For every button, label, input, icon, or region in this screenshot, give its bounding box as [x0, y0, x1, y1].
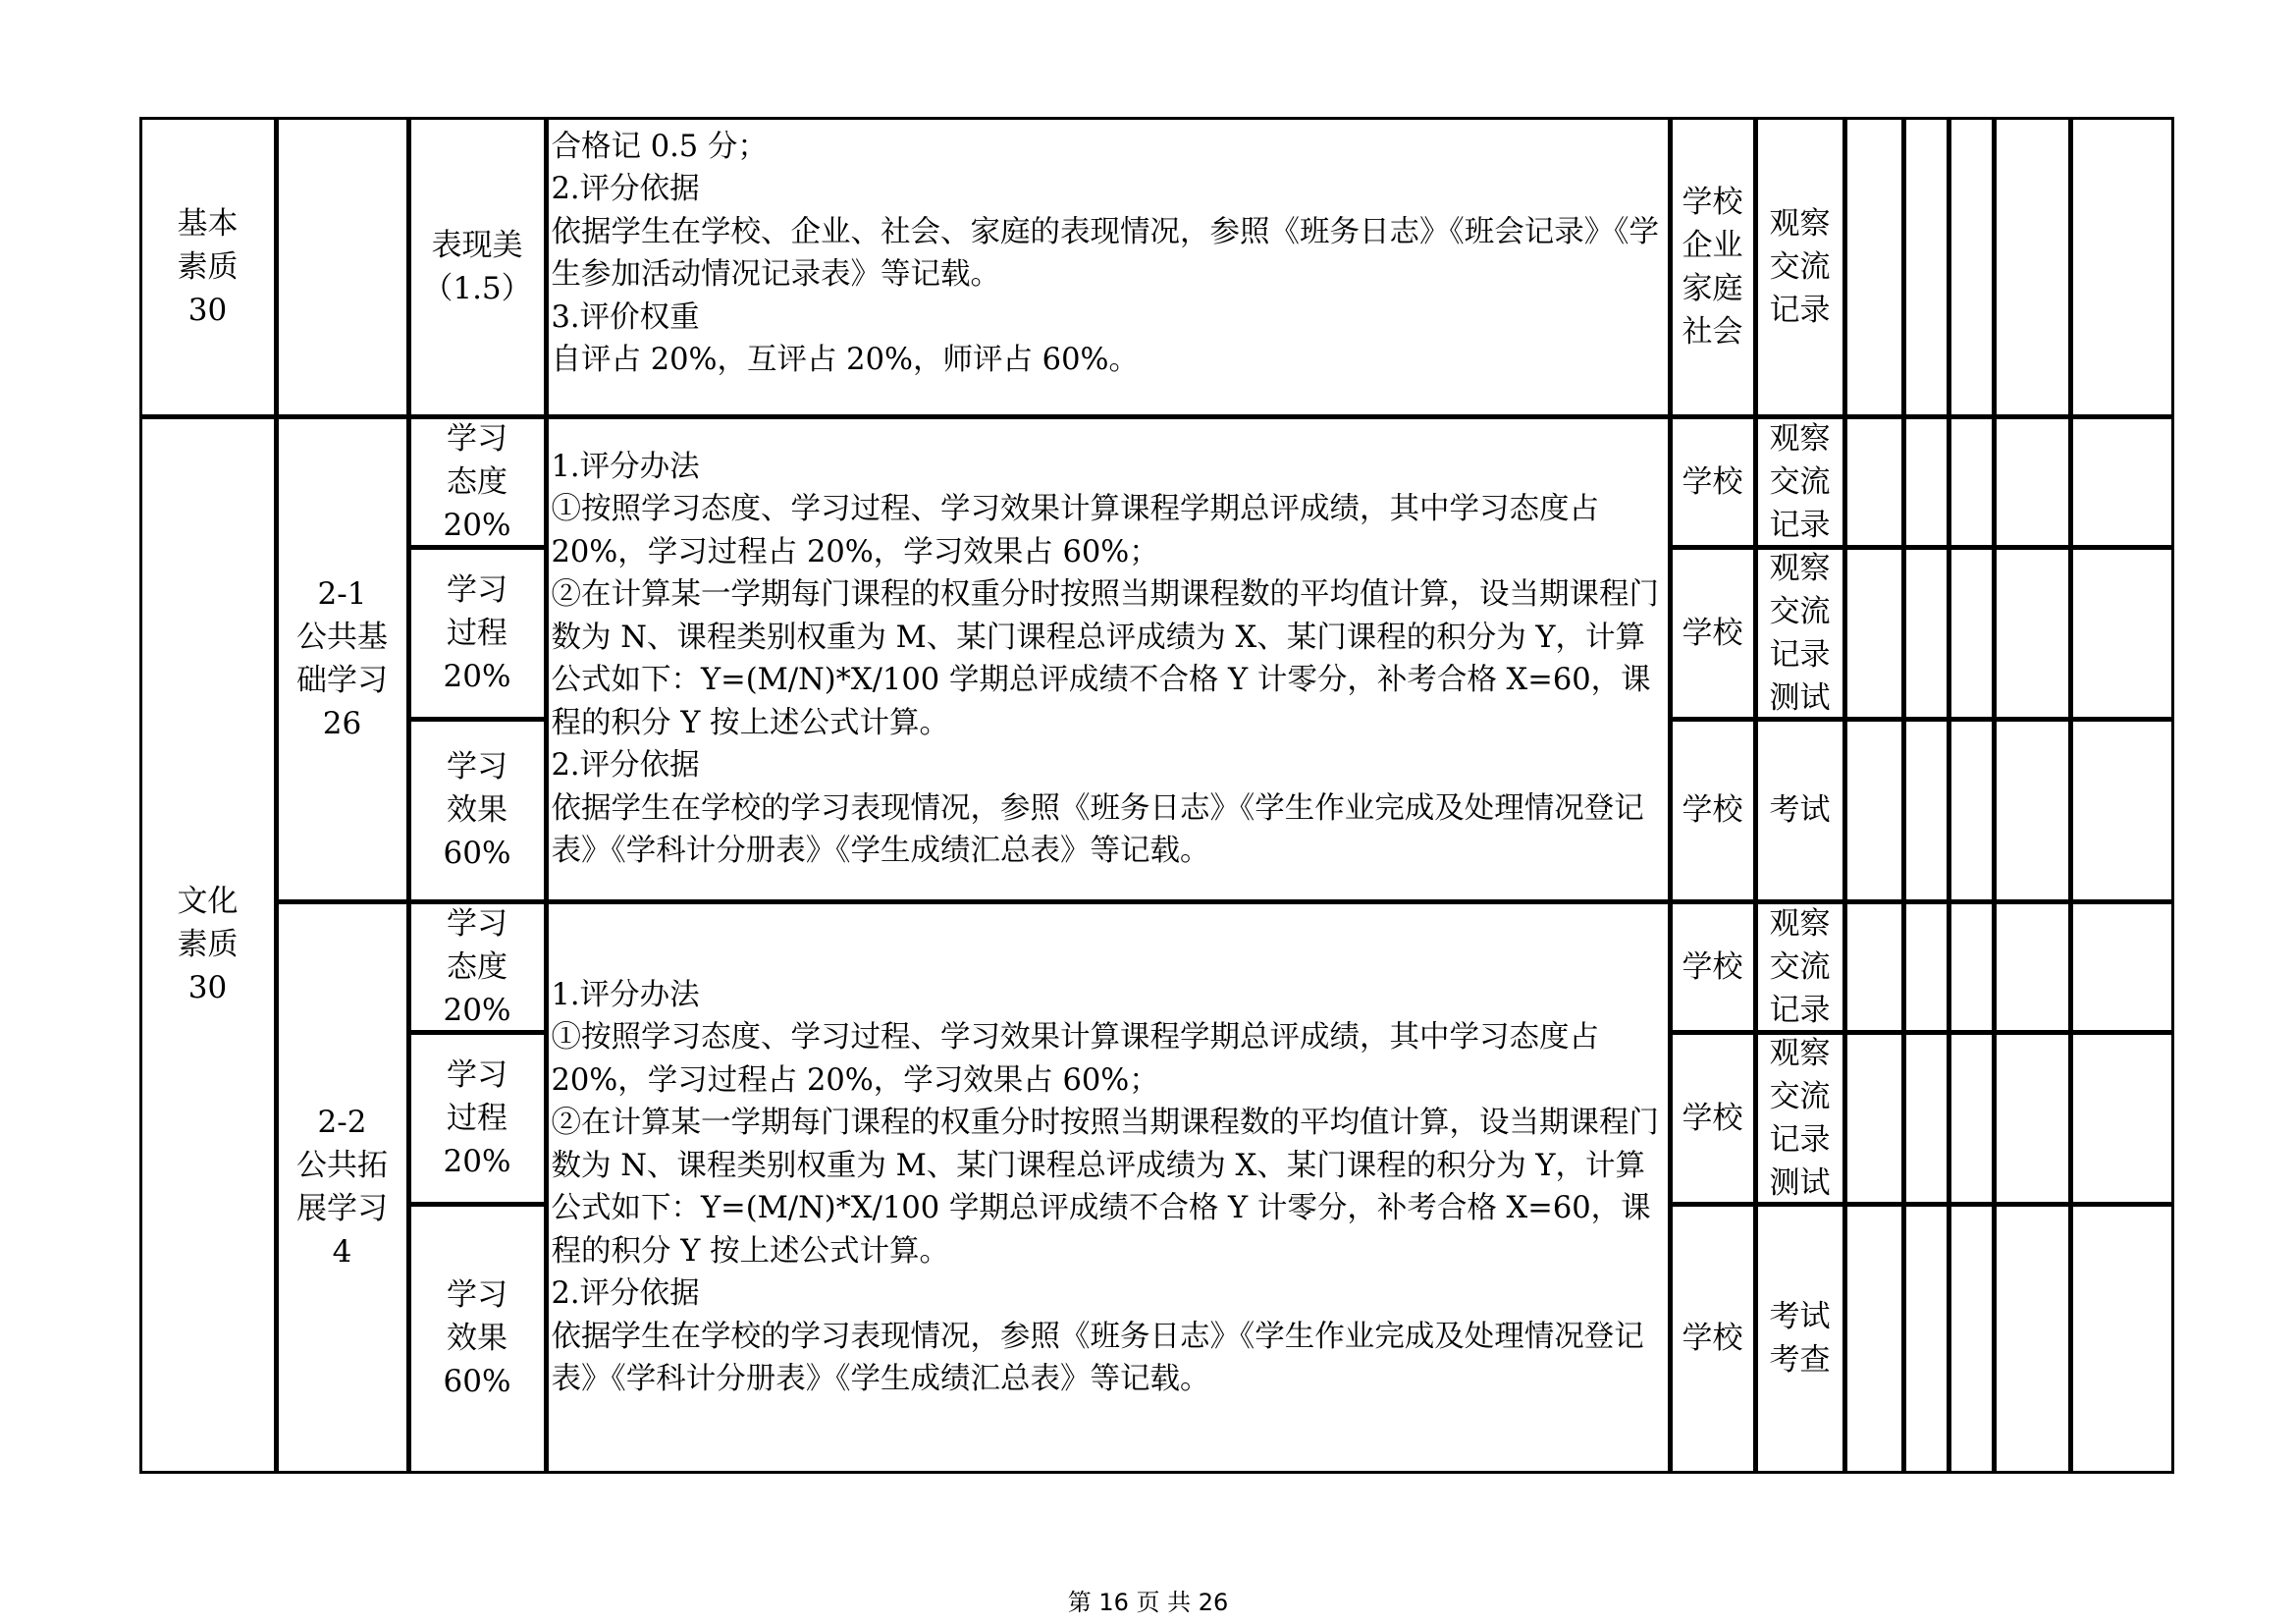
- score-cell: [1949, 1032, 1995, 1205]
- item-learning-effect: 学习 效果 60%: [408, 1204, 547, 1474]
- score-cell: [1949, 117, 1995, 417]
- score-cell: [1903, 719, 1949, 902]
- score-cell: [1844, 719, 1904, 902]
- group-blank: [276, 117, 409, 417]
- description-public-extension: 1.评分办法 ①按照学习态度、学习过程、学习效果计算课程学期总评成绩，其中学习态度占 20%，学习过程占 20%，学习效果占 60%； ②在计算某一学期每门课程的权重分时按照当期课程数的平均值计算，设当期课程门数为 N、课程类别权重为 M、某门课程总评成绩为 X、某门课程的积分为 Y，计算公式如下：Y=(M/N)*X/100 学期总评成绩不合格 Y 计零分，补考合格 X=60，课程的积分 Y 按上述公式计算。 2.评分依据 依据学生在学校的学习表现情况，参照《班务日志》《学生作业完成及处理情况登记表》《学科计分册表》《学生成绩汇总表》等记载。: [546, 901, 1671, 1474]
- score-cell: [1994, 719, 2071, 902]
- item-learning-process: 学习 过程 20%: [408, 547, 547, 720]
- score-cell: [1949, 901, 1995, 1033]
- description-performance: 合格记 0.5 分； 2.评分依据 依据学生在学校、企业、社会、家庭的表现情况，参照《班务日志》《班会记录》《学生参加活动情况记录表》等记载。 3.评价权重 自评占 20%，互评占 20%，师评占 60%。: [546, 117, 1671, 417]
- method-effect: 考试: [1755, 719, 1845, 902]
- score-cell: [1844, 416, 1904, 548]
- score-cell: [1994, 416, 2071, 548]
- page-footer: 第 16 页 共 26: [1067, 1589, 1229, 1616]
- method-effect: 考试 考查: [1755, 1204, 1845, 1474]
- item-learning-process: 学习 过程 20%: [408, 1032, 547, 1205]
- group-public-basic-learning: 2-1 公共基 础学习 26: [276, 416, 409, 902]
- subject-effect: 学校: [1670, 719, 1756, 902]
- score-cell: [1844, 1204, 1904, 1474]
- score-cell: [1949, 547, 1995, 720]
- score-cell: [1994, 117, 2071, 417]
- item-learning-attitude: 学习 态度 20%: [408, 416, 547, 548]
- score-cell: [1844, 547, 1904, 720]
- item-learning-attitude: 学习 态度 20%: [408, 901, 547, 1033]
- description-public-basic: 1.评分办法 ①按照学习态度、学习过程、学习效果计算课程学期总评成绩，其中学习态度占 20%，学习过程占 20%，学习效果占 60%； ②在计算某一学期每门课程的权重分时按照当期课程数的平均值计算，设当期课程门数为 N、课程类别权重为 M、某门课程总评成绩为 X、某门课程的积分为 Y，计算公式如下：Y=(M/N)*X/100 学期总评成绩不合格 Y 计零分，补考合格 X=60，课程的积分 Y 按上述公式计算。 2.评分依据 依据学生在学校的学习表现情况，参照《班务日志》《学生作业完成及处理情况登记表》《学科计分册表》《学生成绩汇总表》等记载。: [546, 416, 1671, 902]
- score-cell: [2070, 117, 2174, 417]
- method-process: 观察 交流 记录 测试: [1755, 547, 1845, 720]
- method-process: 观察 交流 记录 测试: [1755, 1032, 1845, 1205]
- evaluation-table: [140, 118, 2174, 1474]
- score-cell: [1994, 901, 2071, 1033]
- subject-process: 学校: [1670, 1032, 1756, 1205]
- subject-effect: 学校: [1670, 1204, 1756, 1474]
- score-cell: [1844, 117, 1904, 417]
- subject-performance: 学校 企业 家庭 社会: [1670, 117, 1756, 417]
- score-cell: [2070, 547, 2174, 720]
- score-cell: [1903, 117, 1949, 417]
- score-cell: [1994, 547, 2071, 720]
- dimension-culture-quality: 文化 素质 30: [139, 416, 277, 1474]
- score-cell: [2070, 1204, 2174, 1474]
- subject-attitude: 学校: [1670, 416, 1756, 548]
- score-cell: [2070, 719, 2174, 902]
- group-public-extension-learning: 2-2 公共拓 展学习 4: [276, 901, 409, 1474]
- method-attitude: 观察 交流 记录: [1755, 416, 1845, 548]
- score-cell: [1903, 901, 1949, 1033]
- score-cell: [1903, 1204, 1949, 1474]
- score-cell: [2070, 1032, 2174, 1205]
- item-performance: 表现美 （1.5）: [408, 117, 547, 417]
- score-cell: [1844, 901, 1904, 1033]
- method-attitude: 观察 交流 记录: [1755, 901, 1845, 1033]
- score-cell: [1994, 1204, 2071, 1474]
- method-performance: 观察 交流 记录: [1755, 117, 1845, 417]
- score-cell: [1903, 1032, 1949, 1205]
- subject-process: 学校: [1670, 547, 1756, 720]
- score-cell: [1994, 1032, 2071, 1205]
- score-cell: [1903, 547, 1949, 720]
- dimension-basic-quality: 基本 素质 30: [139, 117, 277, 417]
- score-cell: [1844, 1032, 1904, 1205]
- score-cell: [2070, 416, 2174, 548]
- score-cell: [1949, 416, 1995, 548]
- score-cell: [1903, 416, 1949, 548]
- score-cell: [1949, 1204, 1995, 1474]
- score-cell: [2070, 901, 2174, 1033]
- item-learning-effect: 学习 效果 60%: [408, 719, 547, 902]
- score-cell: [1949, 719, 1995, 902]
- subject-attitude: 学校: [1670, 901, 1756, 1033]
